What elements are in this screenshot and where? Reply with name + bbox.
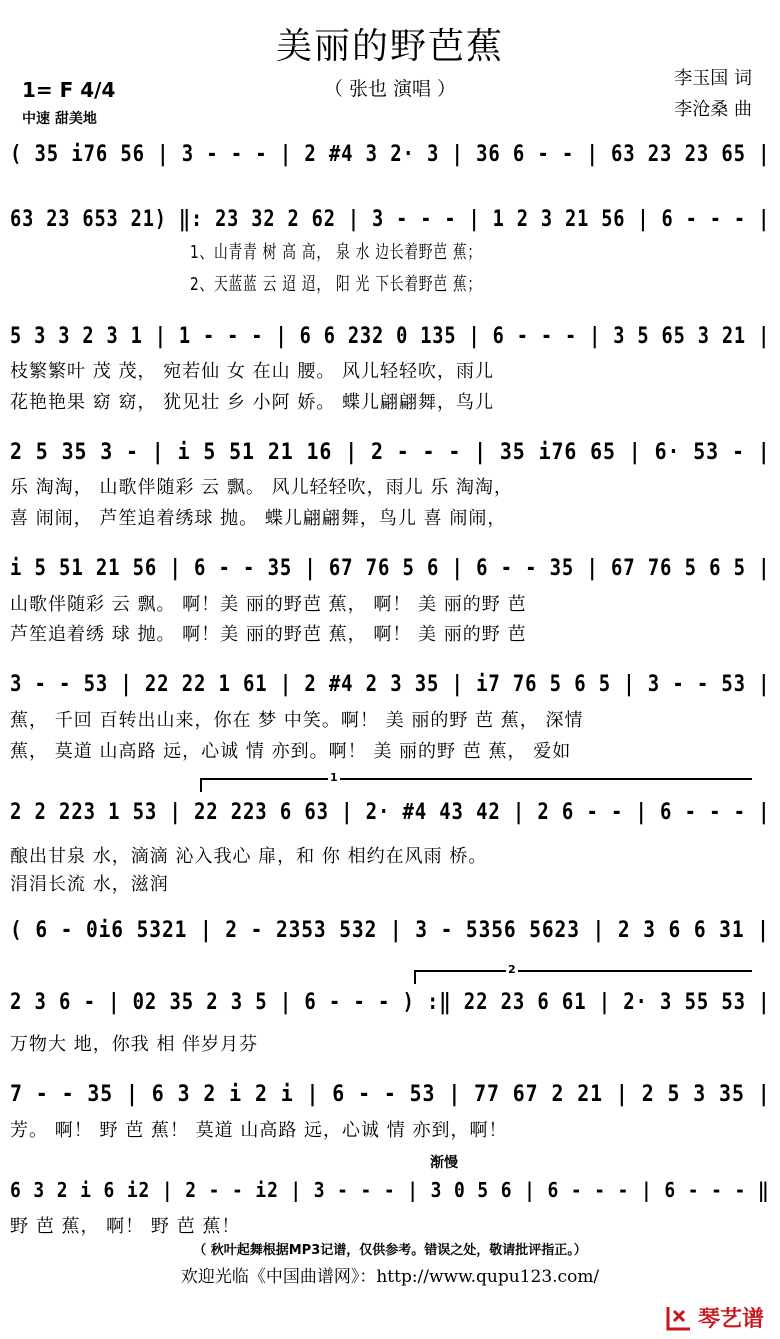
tempo-marking: 中速 甜美地: [22, 111, 97, 127]
volta-bracket-1: [200, 771, 752, 792]
site-welcome: 欢迎光临《中国曲谱网》：http://www.qupu123.com/: [180, 1267, 600, 1287]
singer-credit: （ 张也 演唱 ）: [323, 78, 457, 100]
volta-number-1: 1: [330, 771, 338, 784]
lyric-line-6b: 蕉， 莫道 山高路 远，心诚 情 亦到。啊！ 美 丽的野 芭 蕉， 爱如: [10, 741, 572, 762]
key-signature: 1= F 4/4: [22, 78, 116, 102]
lyric-line-5b: 芦笙追着绣 球 抛。 啊！美 丽的野芭 蕉， 啊！ 美 丽的野 芭: [10, 624, 527, 645]
lyric-line-3b: 花艳艳果 窈 窈， 犹见壮 乡 小阿 娇。 蝶儿翩翩舞，鸟儿: [10, 392, 495, 413]
site-logo: [664, 1302, 764, 1333]
lyric-line-2a: 1、山青青 树 高 高， 泉 水 边长着野芭 蕉；: [190, 242, 482, 263]
notation-line-9: 2 3 6 - | 02 35 2 3 5 | 6 - - - ) :‖ 22 23 6 61 | 2· 3 55 53 |: [10, 990, 771, 1015]
notation-line-3: 5 3 3 2 3 1 | 1 - - - | 6 6 232 0 135 | 6 - - - | 3 5 65 3 21 |: [10, 324, 771, 349]
lyric-line-3a: 枝繁繁叶 茂 茂， 宛若仙 女 在山 腰。 风儿轻轻吹，雨儿: [10, 361, 495, 382]
lyric-line-10: 芳。 啊！ 野 芭 蕉！ 莫道 山高路 远，心诚 情 亦到，啊！: [10, 1120, 508, 1141]
transcriber-footnote: （ 秋叶起舞根据MP3记谱，仅供参考。错误之处，敬请批评指正。）: [193, 1243, 587, 1258]
lyric-line-7b: 涓涓长流 水，滋润: [10, 874, 169, 895]
lyric-line-4a: 乐 淘淘， 山歌伴随彩 云 飘。 风儿轻轻吹，雨儿 乐 淘淘，: [10, 477, 514, 498]
notation-line-11: 6 3 2 i 6 i2 | 2 - - i2 | 3 - - - | 3 0 5 6 | 6 - - - | 6 - - - ‖: [10, 1178, 770, 1202]
lyricist-credit: 李玉国 词: [674, 68, 752, 89]
notation-line-2: 63 23 653 21) ‖: 23 32 2 62 | 3 - - - | 1 2 3 21 56 | 6 - - - |: [10, 207, 771, 232]
lyric-line-9: 万物大 地，你我 相 伴岁月芬: [10, 1034, 259, 1055]
volta-number-2: 2: [508, 963, 516, 976]
lyric-line-7a: 酿出甘泉 水，滴滴 沁入我心 扉，和 你 相约在风雨 桥。: [10, 846, 488, 867]
notation-line-6: 3 - - 53 | 22 22 1 61 | 2 #4 2 3 35 | i7 76 5 6 5 | 3 - - 53 |: [10, 672, 771, 697]
notation-line-4: 2 5 35 3 - | i 5 51 21 16 | 2 - - - | 35 i76 65 | 6· 53 - |: [10, 440, 771, 465]
lyric-line-5a: 山歌伴随彩 云 飘。 啊！美 丽的野芭 蕉， 啊！ 美 丽的野 芭: [10, 594, 527, 615]
volta-bracket-2: [414, 963, 752, 984]
lyric-line-4b: 喜 闹闹， 芦笙追着绣球 抛。 蝶儿翩翩舞，鸟儿 喜 闹闹，: [10, 508, 507, 529]
lyric-line-6a: 蕉， 千回 百转出山来，你在 梦 中笑。啊！ 美 丽的野 芭 蕉， 深情: [10, 710, 584, 731]
logo-text: 琴艺谱: [697, 1307, 764, 1332]
notation-line-7: 2 2 223 1 53 | 22 223 6 63 | 2· #4 43 42 | 2 6 - - | 6 - - - |: [10, 800, 771, 825]
song-title: 美丽的野芭蕉: [275, 26, 504, 67]
lyric-line-2b: 2、天蓝蓝 云 迢 迢， 阳 光 下长着野芭 蕉；: [190, 274, 482, 295]
composer-credit: 李沧桑 曲: [674, 99, 752, 120]
notation-line-1: ( 35 i76 56 | 3 - - - | 2 #4 3 2· 3 | 36 6 - - | 63 23 23 65 |: [10, 142, 771, 167]
notation-line-8: ( 6 - 0i6 5321 | 2 - 2353 532 | 3 - 5356 5623 | 2 3 6 6 31 |: [10, 918, 770, 943]
notation-line-5: i 5 51 21 56 | 6 - - 35 | 67 76 5 6 | 6 - - 35 | 67 76 5 6 5 |: [10, 556, 771, 581]
lyric-line-11: 野 芭 蕉， 啊！ 野 芭 蕉！: [10, 1216, 241, 1237]
logo-mark-icon: [664, 1303, 694, 1333]
tempo-change-marking: 渐慢: [430, 1155, 458, 1171]
notation-line-10: 7 - - 35 | 6 3 2 i 2 i | 6 - - 53 | 77 67 2 21 | 2 5 3 35 |: [10, 1082, 771, 1107]
